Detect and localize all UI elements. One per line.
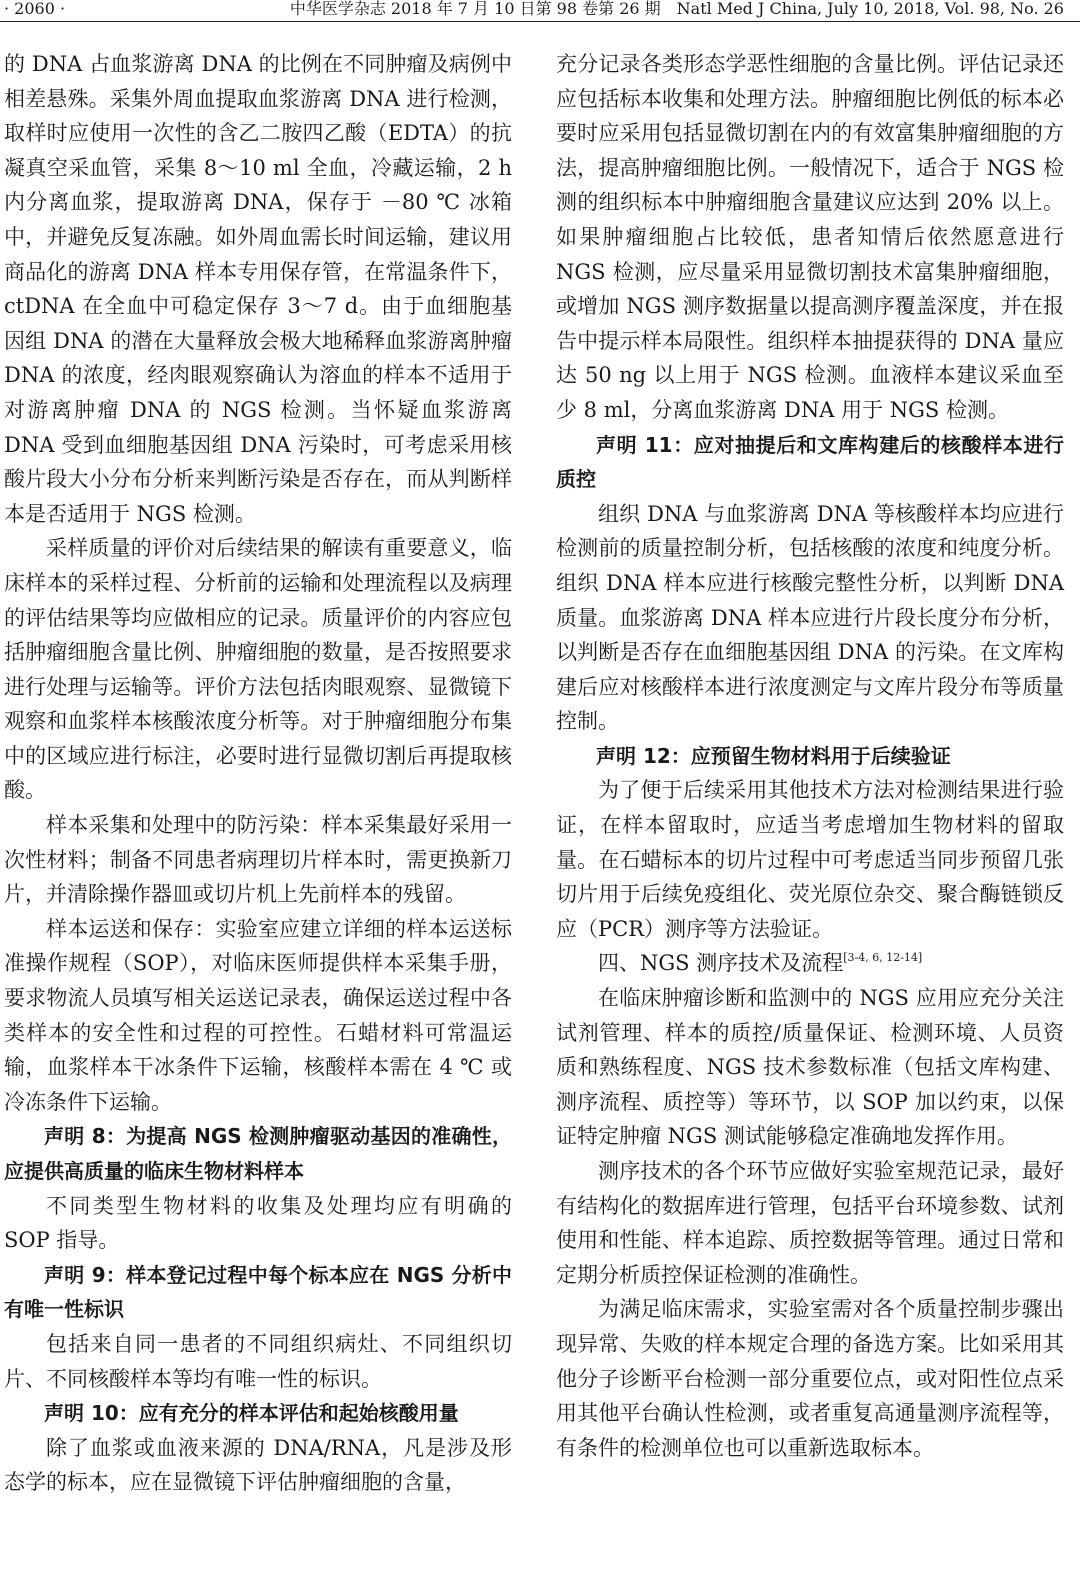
left-column [4, 47, 512, 1500]
paragraph: 为满足临床需求，实验室需对各个质量控制步骤出现异常、失败的样本规定合理的备选方案。比如采用其他分子诊断平台检测一部分重要位点，或对阳性位点采用其他平台确认性检测，或者重复高通量测序流程等，有条件的检测单位也可以重新选取标本。 [556, 1297, 1064, 1460]
statement-11-heading: 声明 11：应对抽提后和文库构建后的核酸样本进行质控 [556, 432, 1064, 492]
paragraph: 不同类型生物材料的收集及处理均应有明确的 SOP 指导。 [4, 1193, 512, 1253]
paragraph: 充分记录各类形态学恶性细胞的含量比例。评估记录还应包括标本收集和处理方法。肿瘤细胞比例低的标本必要时应采用包括显微切割在内的有效富集肿瘤细胞的方法，提高肿瘤细胞比例。一般情况下，适合于 NGS 检测的组织标本中肿瘤细胞含量建议应达到 20% 以上。如果肿瘤细胞占比较低，患者知情后依然愿意进行 NGS 检测，应尽量采用显微切割技术富集肿瘤细胞，或增加 NGS 测序数据量以提高测序覆盖深度，并在报告中提示样本局限性。组织样本抽提获得的 DNA 量应达 50 ng 以上用于 NGS 检测。血液样本建议采血至少 8 ml，分离血浆游离 DNA 用于 NGS 检测。 [556, 52, 1064, 422]
statement-9-heading: 声明 9：样本登记过程中每个标本应在 NGS 分析中有唯一性标识 [4, 1262, 512, 1322]
section-4-heading [556, 946, 1064, 981]
journal-citation: 中华医学杂志 2018 年 7 月 10 日第 98 卷第 26 期 Natl Med J China, July 10, 2018, Vol. 98, No. 26 [289, 0, 1064, 18]
right-column [556, 47, 1064, 1465]
running-header [0, 0, 1080, 20]
paragraph: 的 DNA 占血浆游离 DNA 的比例在不同肿瘤及病例中相差悬殊。采集外周血提取血浆游离 DNA 进行检测，取样时应使用一次性的含乙二胺四乙酸（EDTA）的抗凝真空采血管，采集 8～10 ml 全血，冷藏运输，2 h 内分离血浆，提取游离 DNA，保存于 －80 ℃ 冰箱中，并避免反复冻融。如外周血需长时间运输，建议用商品化的游离 DNA 样本专用保存管，在常温条件下，ctDNA 在全血中可稳定保存 3～7 d。由于血细胞基因组 DNA 的潜在大量释放会极大地稀释血浆游离肿瘤 DNA 的浓度，经肉眼观察确认为溶血的样本不适用于对游离肿瘤 DNA 的 NGS 检测。当怀疑血浆游离 DNA 受到血细胞基因组 DNA 污染时，可考虑采用核酸片段大小分布分析来判断污染是否存在，而从判断样本是否适用于 NGS 检测。 [4, 52, 512, 526]
paragraph: 组织 DNA 与血浆游离 DNA 等核酸样本均应进行检测前的质量控制分析，包括核酸的浓度和纯度分析。组织 DNA 样本应进行核酸完整性分析，以判断 DNA 质量。血浆游离 DNA 样本应进行片段长度分布分析，以判断是否存在血细胞基因组 DNA 的污染。在文库构建后应对核酸样本进行浓度测定与文库片段分布等质量控制。 [556, 501, 1064, 734]
statement-12-heading: 声明 12：应预留生物材料用于后续验证 [596, 743, 951, 768]
paragraph: 在临床肿瘤诊断和监测中的 NGS 应用应充分关注试剂管理、样本的质控/质量保证、检测环境、人员资质和熟练程度、NGS 技术参数标准（包括文库构建、测序流程、质控等）等环节，以 SOP 加以约束，以保证特定肿瘤 NGS 测试能够稳定准确地发挥作用。 [556, 986, 1064, 1149]
statement-8-heading: 声明 8：为提高 NGS 检测肿瘤驱动基因的准确性，应提供高质量的临床生物材料样本 [4, 1124, 512, 1183]
page-number: · 2060 · [4, 0, 66, 18]
paragraph: 采样质量的评价对后续结果的解读有重要意义，临床样本的采样过程、分析前的运输和处理流程以及病理的评估结果等均应做相应的记录。质量评价的内容应包括肿瘤细胞含量比例、肿瘤细胞的数量，是否按照要求进行处理与运输等。评价方法包括肉眼观察、显微镜下观察和血浆样本核酸浓度分析等。对于肿瘤细胞分布集中的区域应进行标注，必要时进行显微切割后再提取核酸。 [4, 536, 512, 803]
paragraph: 测序技术的各个环节应做好实验室规范记录，最好有结构化的数据库进行管理，包括平台环境参数、试剂使用和性能、样本追踪、质控数据等管理。通过日常和定期分析质控保证检测的准确性。 [556, 1159, 1064, 1287]
paragraph: 为了便于后续采用其他技术方法对检测结果进行验证，在样本留取时，应适当考虑增加生物材料的留取量。在石蜡标本的切片过程中可考虑适当同步预留几张切片用于后续免疫组化、荧光原位杂交、聚合酶链锁反应（PCR）测序等方法验证。 [556, 778, 1064, 941]
section-4-references[interactable]: [3-4, 6, 12-14] [843, 951, 923, 965]
paragraph: 样本采集和处理中的防污染：样本采集最好采用一次性材料；制备不同患者病理切片样本时，需更换新刀片，并清除操作器皿或切片机上先前样本的残留。 [4, 813, 512, 907]
paragraph: 除了血浆或血液来源的 DNA/RNA，凡是涉及形态学的标本，应在显微镜下评估肿瘤细胞的含量， [4, 1435, 512, 1495]
header-rule [0, 21, 1080, 22]
statement-10-heading: 声明 10：应有充分的样本评估和起始核酸用量 [44, 1401, 459, 1426]
paragraph: 包括来自同一患者的不同组织病灶、不同组织切片、不同核酸样本等均有唯一性的标识。 [4, 1331, 512, 1391]
section-4-title: 四、NGS 测序技术及流程 [598, 951, 844, 976]
paragraph: 样本运送和保存：实验室应建立详细的样本运送标准操作规程（SOP），对临床医师提供样本采集手册，要求物流人员填写相关运送记录表，确保运送过程中各类样本的安全性和过程的可控性。石蜡材料可常温运输，血浆样本干冰条件下运输，核酸样本需在 4 ℃ 或冷冻条件下运输。 [4, 916, 512, 1114]
